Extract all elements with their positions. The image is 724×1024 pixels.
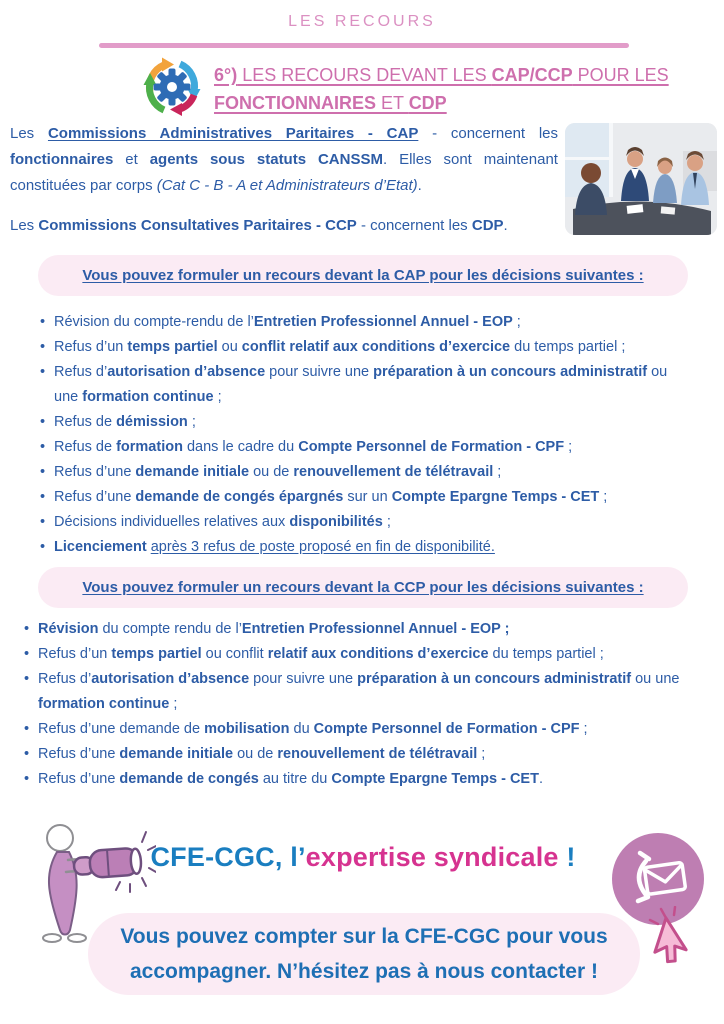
text-run: pour suivre une bbox=[265, 364, 374, 380]
text-run: formation continue bbox=[82, 389, 214, 405]
list-item bbox=[40, 460, 690, 485]
list-item bbox=[40, 410, 690, 435]
text-run: ; bbox=[512, 314, 521, 330]
text-run: Décisions individuelles relatives aux bbox=[54, 514, 290, 530]
text-run: Licenciement bbox=[54, 539, 147, 555]
text-run: . Elles sont maintenant constituées par corps bbox=[10, 151, 558, 194]
text-run: pour suivre une bbox=[249, 671, 358, 687]
text-run: démission bbox=[116, 414, 188, 430]
text-run: . bbox=[503, 217, 508, 234]
text-run: préparation à un concours administratif bbox=[373, 364, 648, 380]
list-item bbox=[24, 617, 716, 642]
text-run: mobilisation bbox=[204, 721, 290, 737]
text-run: Révision bbox=[38, 621, 99, 637]
list-item bbox=[24, 667, 716, 717]
text-run: ! bbox=[558, 842, 576, 872]
text-run: Entretien Professionnel Annuel - EOP bbox=[253, 314, 513, 330]
text-run: ; bbox=[382, 514, 391, 530]
text-run: . bbox=[417, 177, 422, 194]
contact-callout bbox=[88, 913, 640, 995]
text-run: 6°) bbox=[214, 65, 238, 85]
text-run: après 3 refus de poste proposé en fin de disponibilité. bbox=[150, 539, 495, 555]
text-run: CAP/CCP bbox=[491, 65, 573, 85]
text-run: renouvellement de télétravail bbox=[293, 464, 494, 480]
intro-paragraph-ccp bbox=[10, 213, 630, 239]
text-run: Commissions Consultatives Paritaires - CCP bbox=[38, 217, 357, 234]
text-run: demande initiale bbox=[135, 464, 250, 480]
text-run: temps partiel bbox=[127, 339, 218, 355]
text-run: - concernent les bbox=[418, 125, 559, 142]
text-run: . bbox=[538, 771, 543, 787]
text-run: ; bbox=[169, 696, 178, 712]
ccp-banner-text: Vous pouvez formuler un recours devant la CCP pour les décisions suivantes : bbox=[82, 579, 644, 596]
list-item bbox=[40, 310, 690, 335]
list-item bbox=[24, 742, 716, 767]
text-run: formation continue bbox=[38, 696, 170, 712]
text-run: CDP bbox=[408, 93, 447, 113]
ccp-banner bbox=[38, 567, 688, 608]
text-run: (Cat C - B - A et Administrateurs d’Etat) bbox=[156, 177, 418, 194]
text-run: Refus d’une bbox=[38, 746, 120, 762]
text-run: Entretien Professionnel Annuel - EOP ; bbox=[241, 621, 510, 637]
text-run: POUR LES bbox=[572, 65, 669, 85]
list-item bbox=[24, 717, 716, 742]
text-run: au titre du bbox=[258, 771, 332, 787]
text-run: Refus d’une bbox=[54, 464, 136, 480]
list-item bbox=[40, 510, 690, 535]
text-run: sur un bbox=[343, 489, 392, 505]
text-run: Refus d’un bbox=[38, 646, 112, 662]
text-run: demande de congés épargnés bbox=[135, 489, 344, 505]
text-run: disponibilités bbox=[289, 514, 383, 530]
text-run: - concernent les bbox=[356, 217, 472, 234]
list-item bbox=[40, 335, 690, 360]
intro-paragraph-cap bbox=[10, 121, 558, 199]
text-run: LES RECOURS DEVANT LES bbox=[237, 65, 492, 85]
text-run: du temps partiel ; bbox=[510, 339, 626, 355]
list-item bbox=[40, 435, 690, 460]
text-run: ; bbox=[564, 439, 573, 455]
text-run: préparation à un concours administratif bbox=[357, 671, 632, 687]
text-run: temps partiel bbox=[111, 646, 202, 662]
text-run: demande de congés bbox=[119, 771, 259, 787]
text-run: ou une bbox=[631, 671, 680, 687]
text-run: autorisation d’absence bbox=[91, 671, 250, 687]
list-item bbox=[40, 360, 690, 410]
ccp-list bbox=[24, 617, 716, 792]
page-title: LES RECOURS bbox=[288, 13, 436, 30]
text-run: ; bbox=[213, 389, 222, 405]
text-run: fonctionnaires bbox=[10, 151, 114, 168]
text-run: ; bbox=[187, 414, 196, 430]
text-run: ou une bbox=[54, 364, 668, 405]
text-run: Refus d’une bbox=[38, 771, 120, 787]
cap-list bbox=[40, 310, 690, 560]
text-run: Refus d’une demande de bbox=[38, 721, 205, 737]
text-run: Révision du compte-rendu de l’ bbox=[54, 314, 254, 330]
contact-line-1: Vous pouvez compter sur la CFE-CGC pour vous bbox=[120, 925, 608, 948]
text-run: Les bbox=[10, 125, 48, 142]
text-run: ; bbox=[579, 721, 588, 737]
text-run: dans le cadre du bbox=[182, 439, 299, 455]
contact-line-2: accompagner. N’hésitez pas à nous contacter ! bbox=[130, 960, 598, 983]
text-run: CFE-CGC, l’ bbox=[150, 842, 306, 872]
text-run: ; bbox=[599, 489, 608, 505]
list-item bbox=[24, 767, 716, 792]
text-run: Compte Personnel de Formation - CPF bbox=[298, 439, 565, 455]
text-run: ; bbox=[493, 464, 502, 480]
text-run: Refus d’ bbox=[54, 364, 108, 380]
text-run: du bbox=[289, 721, 314, 737]
text-run: ou de bbox=[233, 746, 278, 762]
text-run: Refus de bbox=[54, 439, 117, 455]
text-run: Commissions Administratives Paritaires - CAP bbox=[47, 125, 419, 142]
text-run: Refus de bbox=[54, 414, 117, 430]
text-run: demande initiale bbox=[119, 746, 234, 762]
text-run: Compte Epargne Temps - CET bbox=[391, 489, 600, 505]
cap-banner-text: Vous pouvez formuler un recours devant la CAP pour les décisions suivantes : bbox=[82, 267, 644, 284]
text-run: ou de bbox=[249, 464, 294, 480]
text-run: Refus d’ bbox=[38, 671, 92, 687]
text-run: expertise syndicale bbox=[305, 842, 559, 872]
gear-cycle-icon bbox=[139, 55, 205, 124]
list-item bbox=[40, 485, 690, 510]
text-run: du compte rendu de l’ bbox=[98, 621, 242, 637]
text-run: CDP bbox=[471, 217, 504, 234]
title-divider bbox=[99, 43, 629, 48]
cap-banner bbox=[38, 255, 688, 296]
section-heading bbox=[214, 61, 674, 117]
list-item bbox=[24, 642, 716, 667]
text-run: FONCTIONNAIRES bbox=[214, 93, 376, 113]
text-run: et bbox=[113, 151, 150, 168]
text-run: ET bbox=[376, 93, 409, 113]
text-run: Compte Epargne Temps - CET bbox=[331, 771, 539, 787]
text-run: agents sous statuts CANSSM bbox=[149, 151, 383, 168]
text-run: Refus d’une bbox=[54, 489, 136, 505]
text-run: conflit relatif aux conditions d’exercice bbox=[241, 339, 511, 355]
slogan-text bbox=[148, 842, 578, 873]
text-run: Les bbox=[10, 217, 39, 234]
text-run: du temps partiel ; bbox=[488, 646, 604, 662]
cursor-icon bbox=[648, 906, 712, 983]
text-run: autorisation d’absence bbox=[107, 364, 266, 380]
text-run: ou conflit bbox=[201, 646, 268, 662]
text-run: renouvellement de télétravail bbox=[277, 746, 478, 762]
text-run: relatif aux conditions d’exercice bbox=[267, 646, 489, 662]
text-run: Refus d’un bbox=[54, 339, 128, 355]
text-run: ou bbox=[217, 339, 242, 355]
text-run: formation bbox=[116, 439, 183, 455]
list-item bbox=[40, 535, 690, 560]
text-run: ; bbox=[477, 746, 486, 762]
text-run: Compte Personnel de Formation - CPF bbox=[313, 721, 580, 737]
